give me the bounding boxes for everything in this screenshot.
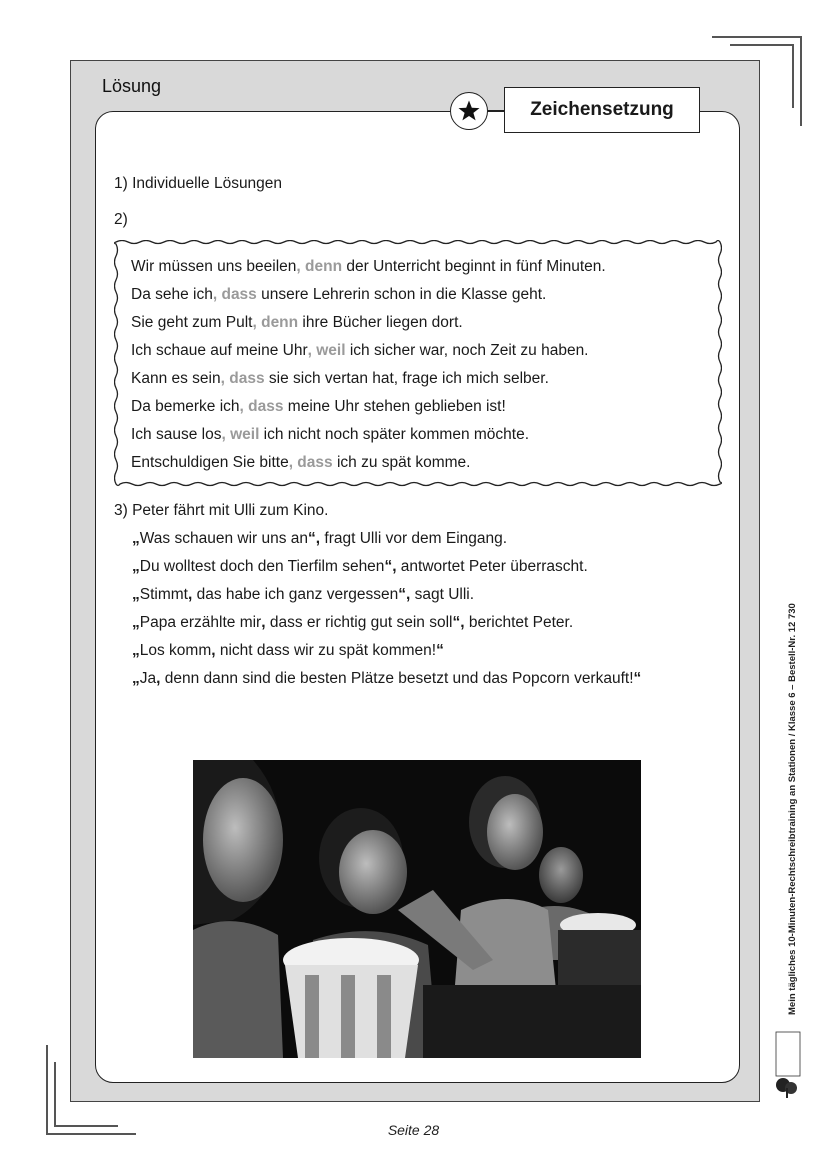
cinema-photo-illustration	[193, 760, 641, 1058]
sentence: Ich schaue auf meine Uhr, weil ich sicher war, noch Zeit zu haben.	[131, 342, 589, 359]
dialogue-line: „Was schauen wir uns an“, fragt Ulli vor dem Eingang.	[132, 530, 508, 547]
sentence: Da bemerke ich, dass meine Uhr stehen geblieben ist!	[131, 398, 506, 415]
dialogue-line: „Los komm, nicht dass wir zu spät kommen!“	[132, 642, 444, 659]
star-icon	[457, 99, 481, 123]
dialogue-line: „Du wolltest doch den Tierfilm sehen“, antwortet Peter überrascht.	[132, 558, 588, 575]
corner-line	[792, 44, 794, 108]
topic-title: Zeichensetzung	[504, 87, 700, 133]
task-3-intro: 3) Peter fährt mit Ulli zum Kino.	[114, 502, 329, 519]
sentence: Entschuldigen Sie bitte, dass ich zu spät komme.	[131, 454, 471, 471]
corner-line	[730, 44, 794, 46]
task-1-text: 1) Individuelle Lösungen	[114, 175, 283, 192]
sentence: Sie geht zum Pult, denn ihre Bücher liegen dort.	[131, 314, 463, 331]
sentence: Da sehe ich, dass unsere Lehrerin schon in die Klasse geht.	[131, 286, 547, 303]
sentence: Kann es sein, dass sie sich vertan hat, frage ich mich selber.	[131, 370, 549, 387]
page-number: Seite 28	[387, 1122, 440, 1138]
task-2-label: 2)	[114, 211, 128, 228]
section-title: Lösung	[102, 76, 162, 96]
wavy-box	[114, 240, 722, 488]
publisher-logo	[773, 1030, 803, 1100]
star-badge	[450, 92, 488, 130]
dialogue-line: „Ja, denn dann sind die besten Plätze besetzt und das Popcorn verkauft!“	[132, 670, 642, 687]
dialogue-line: „Papa erzählte mir, dass er richtig gut sein soll“, berichtet Peter.	[132, 614, 574, 631]
publication-info: Mein tägliches 10-Minuten-Rechtschreibtraining an Stationen / Klasse 6 – Bestell-Nr. 12 730	[787, 603, 798, 1015]
sentence: Ich sause los, weil ich nicht noch später kommen möchte.	[131, 426, 530, 443]
corner-line	[54, 1062, 56, 1126]
corner-line	[712, 36, 802, 38]
cinema-photo	[193, 760, 641, 1058]
sentence: Wir müssen uns beeilen, denn der Unterricht beginnt in fünf Minuten.	[131, 258, 606, 275]
title-connector	[488, 110, 504, 112]
dialogue-line: „Stimmt, das habe ich ganz vergessen“, sagt Ulli.	[132, 586, 475, 603]
corner-line	[800, 36, 802, 126]
